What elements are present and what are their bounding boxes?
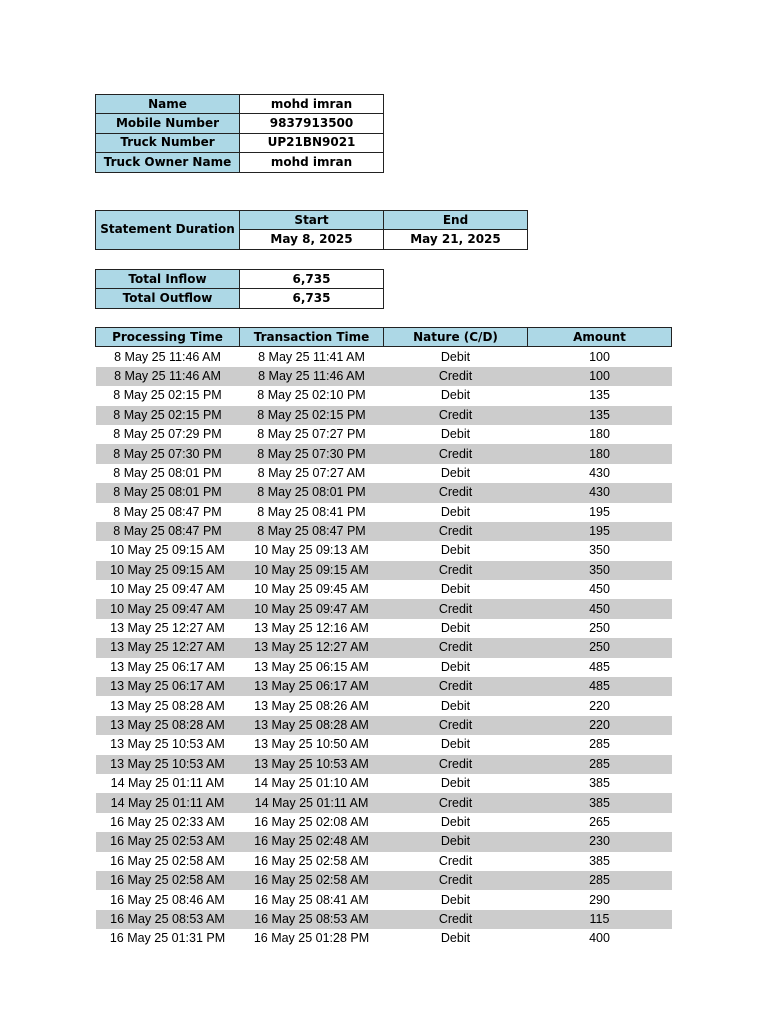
table-row: [96, 774, 672, 793]
transaction-time-cell: 16 May 25 08:53 AM: [240, 910, 384, 929]
processing-time-cell: 16 May 25 01:31 PM: [109, 931, 226, 946]
transaction-time-cell: 16 May 25 01:28 PM: [253, 931, 370, 946]
table-row: [96, 696, 672, 715]
nature-cell: Debit: [440, 659, 471, 674]
processing-time-cell: 13 May 25 08:28 AM: [96, 716, 240, 735]
transaction-time-cell: 16 May 25 02:58 AM: [254, 853, 369, 868]
transaction-time-cell: 8 May 25 08:47 PM: [240, 522, 384, 541]
transaction-time-cell: 10 May 25 09:13 AM: [254, 543, 369, 558]
amount-cell: 115: [528, 910, 672, 929]
transaction-time-cell: 13 May 25 06:17 AM: [240, 677, 384, 696]
header-amount: Amount: [528, 328, 672, 347]
nature-cell: Debit: [440, 388, 471, 403]
processing-time-cell: 8 May 25 02:15 PM: [113, 388, 222, 403]
processing-time-cell: 16 May 25 02:58 AM: [110, 853, 225, 868]
processing-time-cell: 8 May 25 08:01 PM: [96, 483, 240, 502]
nature-cell: Debit: [440, 814, 471, 829]
transaction-time-cell: 14 May 25 01:10 AM: [254, 776, 369, 791]
processing-time-cell: 13 May 25 12:27 AM: [110, 621, 225, 636]
processing-time-cell: 10 May 25 09:47 AM: [96, 599, 240, 618]
amount-cell: 100: [528, 367, 672, 386]
total-inflow-value: 6,735: [240, 270, 384, 289]
transaction-time-cell: 8 May 25 08:01 PM: [240, 483, 384, 502]
transaction-time-cell: 13 May 25 12:16 AM: [254, 621, 369, 636]
processing-time-cell: 8 May 25 11:46 AM: [114, 349, 221, 364]
profile-row-truck: [96, 133, 384, 152]
profile-row-owner: [96, 153, 384, 172]
truck-owner-value: mohd imran: [240, 153, 384, 172]
nature-cell: Debit: [440, 737, 471, 752]
header-processing-time: Processing Time: [96, 328, 240, 347]
table-row: [96, 580, 672, 599]
table-row: [96, 599, 672, 618]
transaction-time-cell: 13 May 25 12:27 AM: [240, 638, 384, 657]
end-label: End: [384, 211, 528, 230]
transaction-time-cell: 16 May 25 02:48 AM: [240, 832, 384, 851]
processing-time-cell: 16 May 25 08:46 AM: [110, 892, 225, 907]
amount-cell: 485: [589, 659, 610, 674]
start-date: May 8, 2025: [240, 230, 384, 249]
processing-time-cell: 8 May 25 07:30 PM: [96, 444, 240, 463]
amount-cell: 450: [528, 599, 672, 618]
processing-time-cell: 8 May 25 02:15 PM: [96, 406, 240, 425]
nature-cell: Credit: [384, 755, 528, 774]
amount-cell: 450: [589, 582, 610, 597]
amount-cell: 430: [528, 483, 672, 502]
processing-time-cell: 13 May 25 06:17 AM: [96, 677, 240, 696]
amount-cell: 350: [528, 561, 672, 580]
amount-cell: 400: [589, 931, 610, 946]
transaction-time-cell: 8 May 25 11:46 AM: [240, 367, 384, 386]
transaction-time-cell: 10 May 25 09:45 AM: [254, 582, 369, 597]
amount-cell: 350: [589, 543, 610, 558]
transaction-time-cell: 8 May 25 08:41 PM: [257, 504, 366, 519]
amount-cell: 135: [528, 406, 672, 425]
transaction-time-cell: 13 May 25 08:28 AM: [240, 716, 384, 735]
nature-cell: Credit: [384, 871, 528, 890]
transaction-time-cell: 8 May 25 07:30 PM: [240, 444, 384, 463]
nature-cell: Credit: [384, 716, 528, 735]
transaction-time-cell: 13 May 25 10:50 AM: [254, 737, 369, 752]
table-row: [96, 793, 672, 812]
transaction-time-cell: 16 May 25 02:58 AM: [240, 871, 384, 890]
amount-cell: 290: [589, 892, 610, 907]
profile-row-mobile: [96, 114, 384, 133]
table-row: [96, 890, 672, 909]
amount-cell: 385: [589, 853, 610, 868]
duration-header-row: [96, 211, 528, 230]
truck-owner-label: Truck Owner Name: [96, 153, 240, 172]
nature-cell: Debit: [440, 465, 471, 480]
amount-cell: 180: [528, 444, 672, 463]
transaction-time-cell: 10 May 25 09:15 AM: [240, 561, 384, 580]
table-row: [96, 716, 672, 735]
table-row: [96, 871, 672, 890]
nature-cell: Debit: [440, 892, 471, 907]
table-row: [96, 755, 672, 774]
processing-time-cell: 16 May 25 02:58 AM: [96, 871, 240, 890]
table-row: [96, 813, 672, 832]
totals-table: [95, 269, 384, 309]
table-row: [96, 464, 672, 483]
end-date: May 21, 2025: [384, 230, 528, 249]
transactions-header-row: [96, 328, 672, 347]
nature-cell: Debit: [440, 621, 471, 636]
table-row: [96, 406, 672, 425]
table-row: [96, 619, 672, 638]
statement-duration-table: [95, 210, 528, 250]
transaction-time-cell: 16 May 25 08:41 AM: [254, 892, 369, 907]
processing-time-cell: 10 May 25 09:15 AM: [110, 543, 225, 558]
transaction-time-cell: 14 May 25 01:11 AM: [240, 793, 384, 812]
total-outflow-label: Total Outflow: [96, 289, 240, 308]
table-row: [96, 444, 672, 463]
nature-cell: Credit: [384, 444, 528, 463]
amount-cell: 485: [528, 677, 672, 696]
nature-cell: Debit: [440, 776, 471, 791]
amount-cell: 195: [528, 522, 672, 541]
name-value: mohd imran: [240, 95, 384, 114]
amount-cell: 195: [589, 504, 610, 519]
nature-cell: Credit: [384, 677, 528, 696]
transaction-time-cell: 13 May 25 08:26 AM: [254, 698, 369, 713]
table-row: [96, 658, 672, 677]
nature-cell: Debit: [440, 698, 471, 713]
profile-row-name: [96, 95, 384, 114]
mobile-number-value: 9837913500: [240, 114, 384, 133]
amount-cell: 250: [528, 638, 672, 657]
amount-cell: 230: [528, 832, 672, 851]
nature-cell: Credit: [384, 599, 528, 618]
amount-cell: 100: [589, 349, 610, 364]
table-row: [96, 735, 672, 754]
processing-time-cell: 8 May 25 11:46 AM: [96, 367, 240, 386]
amount-cell: 135: [589, 388, 610, 403]
mobile-number-label: Mobile Number: [96, 114, 240, 133]
processing-time-cell: 13 May 25 10:53 AM: [110, 737, 225, 752]
statement-duration-label: Statement Duration: [96, 211, 240, 250]
total-outflow-value: 6,735: [240, 289, 384, 308]
table-row: [96, 541, 672, 560]
nature-cell: Debit: [384, 832, 528, 851]
total-inflow-row: [96, 270, 384, 289]
table-row: [96, 638, 672, 657]
start-label: Start: [240, 211, 384, 230]
processing-time-cell: 16 May 25 02:33 AM: [110, 814, 225, 829]
nature-cell: Credit: [384, 522, 528, 541]
amount-cell: 285: [528, 871, 672, 890]
table-row: [96, 425, 672, 444]
nature-cell: Debit: [440, 504, 471, 519]
processing-time-cell: 16 May 25 02:53 AM: [96, 832, 240, 851]
amount-cell: 250: [589, 621, 610, 636]
header-nature: Nature (C/D): [384, 328, 528, 347]
nature-cell: Credit: [384, 406, 528, 425]
table-row: [96, 910, 672, 929]
table-row: [96, 852, 672, 871]
table-row: [96, 386, 672, 405]
amount-cell: 430: [589, 465, 610, 480]
nature-cell: Credit: [384, 367, 528, 386]
amount-cell: 220: [589, 698, 610, 713]
truck-number-label: Truck Number: [96, 133, 240, 152]
header-transaction-time: Transaction Time: [240, 328, 384, 347]
transaction-time-cell: 13 May 25 06:15 AM: [254, 659, 369, 674]
table-row: [96, 347, 672, 367]
processing-time-cell: 13 May 25 06:17 AM: [110, 659, 225, 674]
nature-cell: Credit: [384, 793, 528, 812]
nature-cell: Debit: [440, 349, 471, 364]
processing-time-cell: 10 May 25 09:47 AM: [110, 582, 225, 597]
processing-time-cell: 16 May 25 08:53 AM: [96, 910, 240, 929]
nature-cell: Debit: [440, 543, 471, 558]
amount-cell: 285: [589, 737, 610, 752]
truck-number-value: UP21BN9021: [240, 133, 384, 152]
table-row: [96, 522, 672, 541]
total-outflow-row: [96, 289, 384, 308]
transaction-time-cell: 8 May 25 02:15 PM: [240, 406, 384, 425]
transaction-time-cell: 8 May 25 02:10 PM: [257, 388, 366, 403]
name-label: Name: [96, 95, 240, 114]
transaction-time-cell: 8 May 25 07:27 AM: [257, 465, 366, 480]
table-row: [96, 677, 672, 696]
table-row: [96, 503, 672, 522]
amount-cell: 385: [528, 793, 672, 812]
transaction-time-cell: 16 May 25 02:08 AM: [254, 814, 369, 829]
processing-time-cell: 8 May 25 07:29 PM: [113, 427, 222, 442]
amount-cell: 285: [528, 755, 672, 774]
processing-time-cell: 10 May 25 09:15 AM: [96, 561, 240, 580]
nature-cell: Credit: [384, 638, 528, 657]
transaction-time-cell: 13 May 25 10:53 AM: [240, 755, 384, 774]
transactions-table: [95, 327, 672, 949]
table-row: [96, 561, 672, 580]
processing-time-cell: 14 May 25 01:11 AM: [110, 776, 225, 791]
nature-cell: Debit: [440, 582, 471, 597]
transaction-time-cell: 8 May 25 07:27 PM: [257, 427, 366, 442]
amount-cell: 265: [589, 814, 610, 829]
processing-time-cell: 13 May 25 08:28 AM: [110, 698, 225, 713]
nature-cell: Credit: [438, 853, 473, 868]
nature-cell: Credit: [384, 910, 528, 929]
table-row: [96, 929, 672, 948]
processing-time-cell: 14 May 25 01:11 AM: [96, 793, 240, 812]
amount-cell: 180: [589, 427, 610, 442]
table-row: [96, 367, 672, 386]
amount-cell: 220: [528, 716, 672, 735]
processing-time-cell: 13 May 25 10:53 AM: [96, 755, 240, 774]
processing-time-cell: 8 May 25 08:47 PM: [113, 504, 222, 519]
nature-cell: Credit: [384, 483, 528, 502]
table-row: [96, 832, 672, 851]
table-row: [96, 483, 672, 502]
transaction-time-cell: 10 May 25 09:47 AM: [240, 599, 384, 618]
nature-cell: Credit: [384, 561, 528, 580]
processing-time-cell: 8 May 25 08:47 PM: [96, 522, 240, 541]
transactions-body: [96, 347, 672, 949]
total-inflow-label: Total Inflow: [96, 270, 240, 289]
transaction-time-cell: 8 May 25 11:41 AM: [258, 349, 365, 364]
profile-table: [95, 94, 384, 173]
amount-cell: 385: [589, 776, 610, 791]
processing-time-cell: 13 May 25 12:27 AM: [96, 638, 240, 657]
nature-cell: Debit: [440, 427, 471, 442]
processing-time-cell: 8 May 25 08:01 PM: [113, 465, 222, 480]
nature-cell: Debit: [440, 931, 471, 946]
